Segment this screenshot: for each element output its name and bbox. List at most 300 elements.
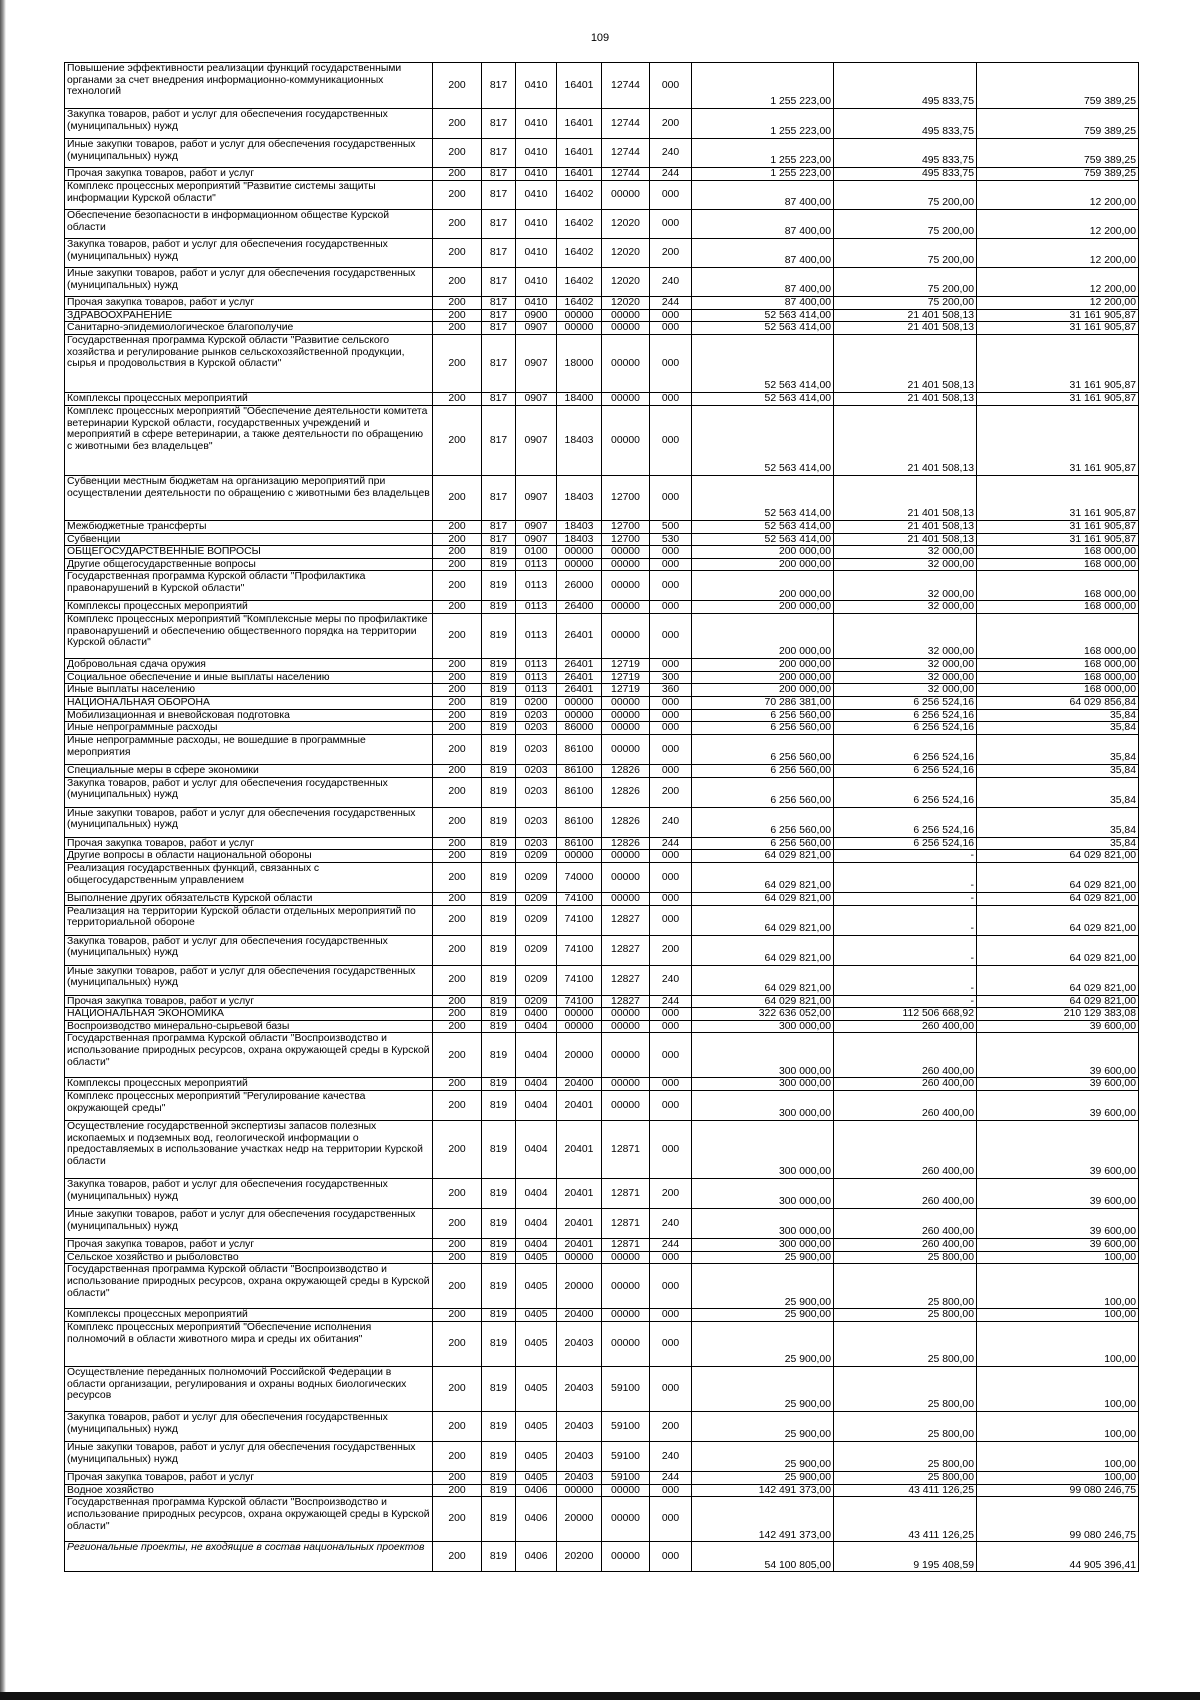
value-remaining: 64 029 821,00 xyxy=(977,995,1139,1008)
code-ministry: 817 xyxy=(482,109,516,139)
value-executed: 495 833,75 xyxy=(834,139,977,168)
code-expense-type: 000 xyxy=(650,1091,692,1121)
value-remaining: 39 600,00 xyxy=(977,1179,1139,1209)
value-executed: - xyxy=(834,850,977,863)
value-planned: 64 029 821,00 xyxy=(692,892,834,905)
code-admin: 200 xyxy=(433,239,482,268)
code-direction: 12020 xyxy=(602,239,650,268)
code-admin: 200 xyxy=(433,520,482,533)
code-direction: 12871 xyxy=(602,1179,650,1209)
code-expense-type: 244 xyxy=(650,995,692,1008)
value-executed: - xyxy=(834,995,977,1008)
code-direction: 00000 xyxy=(602,734,650,764)
row-description: Закупка товаров, работ и услуг для обеспечения государственных (муниципальных) нужд xyxy=(65,239,433,268)
row-description: Прочая закупка товаров, работ и услуг xyxy=(65,837,433,850)
table-row xyxy=(65,1412,1139,1442)
value-planned: 64 029 821,00 xyxy=(692,935,834,965)
code-expense-type: 000 xyxy=(650,546,692,559)
code-direction: 12871 xyxy=(602,1209,650,1239)
code-direction: 12826 xyxy=(602,764,650,777)
value-planned: 87 400,00 xyxy=(692,268,834,297)
code-admin: 200 xyxy=(433,109,482,139)
code-admin: 200 xyxy=(433,935,482,965)
code-section: 0404 xyxy=(516,1033,557,1078)
code-admin: 200 xyxy=(433,995,482,1008)
code-section: 0113 xyxy=(516,671,557,684)
value-planned: 87 400,00 xyxy=(692,239,834,268)
value-executed: 6 256 524,16 xyxy=(834,764,977,777)
code-program: 74000 xyxy=(557,862,602,892)
code-ministry: 819 xyxy=(482,764,516,777)
code-section: 0405 xyxy=(516,1442,557,1472)
value-planned: 142 491 373,00 xyxy=(692,1484,834,1497)
code-admin: 200 xyxy=(433,1078,482,1091)
code-program: 18403 xyxy=(557,405,602,475)
code-section: 0410 xyxy=(516,109,557,139)
value-executed: 21 401 508,13 xyxy=(834,533,977,546)
code-program: 00000 xyxy=(557,322,602,335)
code-expense-type: 360 xyxy=(650,684,692,697)
value-remaining: 168 000,00 xyxy=(977,571,1139,601)
code-admin: 200 xyxy=(433,546,482,559)
code-section: 0209 xyxy=(516,850,557,863)
code-program: 20401 xyxy=(557,1121,602,1179)
value-executed: 260 400,00 xyxy=(834,1020,977,1033)
row-description: Межбюджетные трансферты xyxy=(65,520,433,533)
code-ministry: 819 xyxy=(482,558,516,571)
code-program: 86100 xyxy=(557,777,602,807)
code-admin: 200 xyxy=(433,1472,482,1485)
code-admin: 200 xyxy=(433,475,482,520)
value-executed: 43 411 126,25 xyxy=(834,1497,977,1542)
code-admin: 200 xyxy=(433,1264,482,1309)
code-ministry: 819 xyxy=(482,1472,516,1485)
code-ministry: 819 xyxy=(482,1322,516,1367)
value-planned: 300 000,00 xyxy=(692,1239,834,1252)
scan-edge-left xyxy=(0,0,6,1700)
value-remaining: 39 600,00 xyxy=(977,1121,1139,1179)
row-description: Региональные проекты, не входящие в состав национальных проектов xyxy=(65,1542,433,1572)
code-expense-type: 244 xyxy=(650,1239,692,1252)
code-admin: 200 xyxy=(433,892,482,905)
value-remaining: 35,84 xyxy=(977,807,1139,837)
code-section: 0203 xyxy=(516,734,557,764)
code-expense-type: 200 xyxy=(650,239,692,268)
code-ministry: 819 xyxy=(482,837,516,850)
table-row xyxy=(65,614,1139,659)
value-planned: 64 029 821,00 xyxy=(692,965,834,995)
row-description: Иные закупки товаров, работ и услуг для обеспечения государственных (муниципальных) нужд xyxy=(65,139,433,168)
code-expense-type: 240 xyxy=(650,139,692,168)
value-remaining: 64 029 821,00 xyxy=(977,965,1139,995)
code-program: 74100 xyxy=(557,965,602,995)
value-planned: 87 400,00 xyxy=(692,181,834,210)
code-direction: 12826 xyxy=(602,807,650,837)
value-executed: 25 800,00 xyxy=(834,1412,977,1442)
table-row xyxy=(65,935,1139,965)
code-expense-type: 000 xyxy=(650,905,692,935)
code-program: 26401 xyxy=(557,614,602,659)
code-section: 0410 xyxy=(516,181,557,210)
code-admin: 200 xyxy=(433,965,482,995)
code-ministry: 819 xyxy=(482,777,516,807)
value-executed: 32 000,00 xyxy=(834,601,977,614)
table-row xyxy=(65,168,1139,181)
code-ministry: 819 xyxy=(482,892,516,905)
row-description: Повышение эффективности реализации функций государственными органами за счет внедрения информационно-коммуникационных технологий xyxy=(65,63,433,109)
value-planned: 87 400,00 xyxy=(692,210,834,239)
value-remaining: 35,84 xyxy=(977,764,1139,777)
value-remaining: 168 000,00 xyxy=(977,601,1139,614)
value-planned: 52 563 414,00 xyxy=(692,520,834,533)
table-row xyxy=(65,268,1139,297)
code-direction: 12826 xyxy=(602,777,650,807)
code-ministry: 819 xyxy=(482,1442,516,1472)
table-row xyxy=(65,892,1139,905)
code-direction: 00000 xyxy=(602,614,650,659)
value-planned: 200 000,00 xyxy=(692,671,834,684)
value-planned: 52 563 414,00 xyxy=(692,533,834,546)
row-description: Государственная программа Курской области "Воспроизводство и использование природных ресурсов, охрана окружающей среды в Курской области" xyxy=(65,1264,433,1309)
code-expense-type: 000 xyxy=(650,1121,692,1179)
code-admin: 200 xyxy=(433,1239,482,1252)
code-section: 0404 xyxy=(516,1091,557,1121)
value-executed: 25 800,00 xyxy=(834,1322,977,1367)
value-planned: 25 900,00 xyxy=(692,1472,834,1485)
code-program: 00000 xyxy=(557,309,602,322)
code-expense-type: 200 xyxy=(650,109,692,139)
code-admin: 200 xyxy=(433,309,482,322)
code-direction: 00000 xyxy=(602,862,650,892)
code-direction: 00000 xyxy=(602,697,650,710)
table-row xyxy=(65,659,1139,672)
value-executed: 43 411 126,25 xyxy=(834,1484,977,1497)
value-executed: 75 200,00 xyxy=(834,210,977,239)
code-ministry: 819 xyxy=(482,965,516,995)
code-program: 00000 xyxy=(557,558,602,571)
code-program: 20403 xyxy=(557,1412,602,1442)
value-executed: 495 833,75 xyxy=(834,168,977,181)
value-remaining: 64 029 821,00 xyxy=(977,892,1139,905)
value-planned: 6 256 560,00 xyxy=(692,807,834,837)
table-row xyxy=(65,1033,1139,1078)
code-ministry: 819 xyxy=(482,1484,516,1497)
code-ministry: 819 xyxy=(482,1412,516,1442)
value-executed: 6 256 524,16 xyxy=(834,837,977,850)
value-planned: 1 255 223,00 xyxy=(692,139,834,168)
code-section: 0209 xyxy=(516,905,557,935)
value-planned: 300 000,00 xyxy=(692,1078,834,1091)
code-section: 0900 xyxy=(516,309,557,322)
code-program: 16402 xyxy=(557,210,602,239)
table-row xyxy=(65,850,1139,863)
code-direction: 12719 xyxy=(602,659,650,672)
row-description: НАЦИОНАЛЬНАЯ ОБОРОНА xyxy=(65,697,433,710)
code-section: 0405 xyxy=(516,1264,557,1309)
code-ministry: 819 xyxy=(482,807,516,837)
value-planned: 52 563 414,00 xyxy=(692,405,834,475)
value-executed: 21 401 508,13 xyxy=(834,405,977,475)
value-planned: 25 900,00 xyxy=(692,1367,834,1412)
code-expense-type: 240 xyxy=(650,965,692,995)
code-program: 00000 xyxy=(557,546,602,559)
table-row xyxy=(65,1091,1139,1121)
code-section: 0410 xyxy=(516,63,557,109)
code-section: 0405 xyxy=(516,1322,557,1367)
code-section: 0410 xyxy=(516,297,557,310)
value-planned: 25 900,00 xyxy=(692,1251,834,1264)
code-direction: 00000 xyxy=(602,334,650,392)
code-admin: 200 xyxy=(433,139,482,168)
code-admin: 200 xyxy=(433,558,482,571)
code-section: 0113 xyxy=(516,684,557,697)
code-expense-type: 000 xyxy=(650,614,692,659)
code-program: 86100 xyxy=(557,764,602,777)
value-planned: 64 029 821,00 xyxy=(692,995,834,1008)
code-direction: 00000 xyxy=(602,1078,650,1091)
code-expense-type: 300 xyxy=(650,671,692,684)
table-row xyxy=(65,309,1139,322)
code-direction: 00000 xyxy=(602,558,650,571)
value-remaining: 31 161 905,87 xyxy=(977,520,1139,533)
value-remaining: 99 080 246,75 xyxy=(977,1484,1139,1497)
value-executed: 6 256 524,16 xyxy=(834,697,977,710)
value-executed: 21 401 508,13 xyxy=(834,334,977,392)
code-direction: 00000 xyxy=(602,1309,650,1322)
row-description: Государственная программа Курской области "Профилактика правонарушений в Курской области" xyxy=(65,571,433,601)
value-planned: 25 900,00 xyxy=(692,1442,834,1472)
table-row xyxy=(65,1367,1139,1412)
table-row xyxy=(65,734,1139,764)
code-ministry: 817 xyxy=(482,322,516,335)
row-description: Государственная программа Курской области "Развитие сельского хозяйства и регулирование рынков сельскохозяйственной продукции, сырья и продовольствия в Курской области" xyxy=(65,334,433,392)
value-remaining: 12 200,00 xyxy=(977,268,1139,297)
table-row xyxy=(65,671,1139,684)
value-executed: 6 256 524,16 xyxy=(834,807,977,837)
row-description: Закупка товаров, работ и услуг для обеспечения государственных (муниципальных) нужд xyxy=(65,109,433,139)
code-section: 0113 xyxy=(516,614,557,659)
value-remaining: 35,84 xyxy=(977,734,1139,764)
code-section: 0907 xyxy=(516,322,557,335)
table-row xyxy=(65,239,1139,268)
row-description: Комплекс процессных мероприятий "Обеспечение деятельности комитета ветеринарии Курской области, государственных учреждений и мероприятий в сфере ветеринарии, а также деятельности по обращению с животными без владельцев" xyxy=(65,405,433,475)
code-direction: 00000 xyxy=(602,601,650,614)
value-executed: 25 800,00 xyxy=(834,1472,977,1485)
code-ministry: 819 xyxy=(482,671,516,684)
code-direction: 00000 xyxy=(602,1497,650,1542)
code-ministry: 817 xyxy=(482,268,516,297)
table-row xyxy=(65,601,1139,614)
table-row xyxy=(65,1020,1139,1033)
value-remaining: 100,00 xyxy=(977,1309,1139,1322)
code-section: 0406 xyxy=(516,1484,557,1497)
code-ministry: 817 xyxy=(482,520,516,533)
value-planned: 52 563 414,00 xyxy=(692,309,834,322)
code-ministry: 819 xyxy=(482,1542,516,1572)
code-admin: 200 xyxy=(433,1322,482,1367)
value-planned: 25 900,00 xyxy=(692,1309,834,1322)
code-direction: 00000 xyxy=(602,1542,650,1572)
value-planned: 6 256 560,00 xyxy=(692,734,834,764)
row-description: Комплексы процессных мероприятий xyxy=(65,1078,433,1091)
table-row xyxy=(65,807,1139,837)
table-row xyxy=(65,764,1139,777)
code-program: 00000 xyxy=(557,697,602,710)
code-admin: 200 xyxy=(433,862,482,892)
code-section: 0410 xyxy=(516,239,557,268)
row-description: Иные закупки товаров, работ и услуг для обеспечения государственных (муниципальных) нужд xyxy=(65,1209,433,1239)
value-remaining: 759 389,25 xyxy=(977,109,1139,139)
value-remaining: 100,00 xyxy=(977,1442,1139,1472)
value-remaining: 759 389,25 xyxy=(977,63,1139,109)
code-ministry: 819 xyxy=(482,1033,516,1078)
code-program: 16401 xyxy=(557,109,602,139)
code-expense-type: 000 xyxy=(650,1251,692,1264)
value-planned: 52 563 414,00 xyxy=(692,322,834,335)
code-ministry: 819 xyxy=(482,697,516,710)
code-direction: 12719 xyxy=(602,671,650,684)
value-remaining: 100,00 xyxy=(977,1251,1139,1264)
table-row xyxy=(65,1121,1139,1179)
code-section: 0404 xyxy=(516,1121,557,1179)
code-direction: 12827 xyxy=(602,965,650,995)
value-planned: 25 900,00 xyxy=(692,1322,834,1367)
value-executed: 25 800,00 xyxy=(834,1442,977,1472)
table-row xyxy=(65,1322,1139,1367)
row-description: Добровольная сдача оружия xyxy=(65,659,433,672)
row-description: Осуществление государственной экспертизы запасов полезных ископаемых и подземных вод, геологической информации о предоставляемых в использование участках недр на территории Курской области xyxy=(65,1121,433,1179)
code-admin: 200 xyxy=(433,837,482,850)
code-program: 00000 xyxy=(557,1020,602,1033)
value-executed: 75 200,00 xyxy=(834,181,977,210)
value-planned: 300 000,00 xyxy=(692,1020,834,1033)
code-admin: 200 xyxy=(433,168,482,181)
code-expense-type: 000 xyxy=(650,558,692,571)
table-row xyxy=(65,139,1139,168)
code-admin: 200 xyxy=(433,210,482,239)
value-remaining: 100,00 xyxy=(977,1264,1139,1309)
code-section: 0907 xyxy=(516,475,557,520)
code-expense-type: 240 xyxy=(650,1209,692,1239)
code-admin: 200 xyxy=(433,1442,482,1472)
code-program: 20000 xyxy=(557,1497,602,1542)
table-row xyxy=(65,1472,1139,1485)
value-remaining: 31 161 905,87 xyxy=(977,334,1139,392)
code-expense-type: 000 xyxy=(650,309,692,322)
code-direction: 00000 xyxy=(602,1033,650,1078)
code-direction: 12700 xyxy=(602,475,650,520)
code-expense-type: 500 xyxy=(650,520,692,533)
code-admin: 200 xyxy=(433,1179,482,1209)
row-description: Субвенции местным бюджетам на организацию мероприятий при осуществлении деятельности по обращению с животными без владельцев xyxy=(65,475,433,520)
code-ministry: 817 xyxy=(482,297,516,310)
code-ministry: 819 xyxy=(482,601,516,614)
code-program: 20401 xyxy=(557,1209,602,1239)
code-admin: 200 xyxy=(433,697,482,710)
code-expense-type: 530 xyxy=(650,533,692,546)
code-ministry: 817 xyxy=(482,334,516,392)
code-direction: 12020 xyxy=(602,210,650,239)
row-description: Сельское хозяйство и рыболовство xyxy=(65,1251,433,1264)
code-direction: 00000 xyxy=(602,709,650,722)
value-remaining: 100,00 xyxy=(977,1367,1139,1412)
table-row xyxy=(65,546,1139,559)
code-admin: 200 xyxy=(433,322,482,335)
code-expense-type: 000 xyxy=(650,1309,692,1322)
code-section: 0203 xyxy=(516,777,557,807)
code-ministry: 817 xyxy=(482,533,516,546)
table-row xyxy=(65,63,1139,109)
code-admin: 200 xyxy=(433,571,482,601)
value-remaining: 12 200,00 xyxy=(977,181,1139,210)
code-expense-type: 000 xyxy=(650,571,692,601)
code-program: 26400 xyxy=(557,601,602,614)
value-remaining: 31 161 905,87 xyxy=(977,405,1139,475)
code-section: 0404 xyxy=(516,1020,557,1033)
code-direction: 12827 xyxy=(602,905,650,935)
code-direction: 00000 xyxy=(602,322,650,335)
code-program: 20000 xyxy=(557,1033,602,1078)
code-direction: 12744 xyxy=(602,63,650,109)
value-planned: 25 900,00 xyxy=(692,1412,834,1442)
code-expense-type: 200 xyxy=(650,777,692,807)
code-program: 20401 xyxy=(557,1179,602,1209)
code-ministry: 819 xyxy=(482,905,516,935)
code-expense-type: 240 xyxy=(650,1442,692,1472)
value-executed: 260 400,00 xyxy=(834,1078,977,1091)
code-admin: 200 xyxy=(433,1209,482,1239)
value-remaining: 39 600,00 xyxy=(977,1239,1139,1252)
code-direction: 12744 xyxy=(602,139,650,168)
code-direction: 00000 xyxy=(602,850,650,863)
code-section: 0113 xyxy=(516,659,557,672)
code-ministry: 819 xyxy=(482,862,516,892)
code-section: 0113 xyxy=(516,571,557,601)
code-direction: 00000 xyxy=(602,1322,650,1367)
value-remaining: 100,00 xyxy=(977,1412,1139,1442)
value-executed: 21 401 508,13 xyxy=(834,520,977,533)
value-remaining: 168 000,00 xyxy=(977,614,1139,659)
row-description: Социальное обеспечение и иные выплаты населению xyxy=(65,671,433,684)
value-executed: 495 833,75 xyxy=(834,109,977,139)
value-planned: 6 256 560,00 xyxy=(692,837,834,850)
code-program: 00000 xyxy=(557,709,602,722)
code-program: 26401 xyxy=(557,659,602,672)
value-planned: 300 000,00 xyxy=(692,1091,834,1121)
code-expense-type: 000 xyxy=(650,764,692,777)
code-program: 16402 xyxy=(557,297,602,310)
code-ministry: 819 xyxy=(482,546,516,559)
code-direction: 12744 xyxy=(602,168,650,181)
code-admin: 200 xyxy=(433,1121,482,1179)
code-program: 20403 xyxy=(557,1322,602,1367)
code-direction: 00000 xyxy=(602,405,650,475)
value-executed: 9 195 408,59 xyxy=(834,1542,977,1572)
row-description: Реализация на территории Курской области отдельных мероприятий по территориальной обороне xyxy=(65,905,433,935)
value-remaining: 64 029 856,84 xyxy=(977,697,1139,710)
code-admin: 200 xyxy=(433,392,482,405)
code-direction: 12744 xyxy=(602,109,650,139)
code-ministry: 819 xyxy=(482,1497,516,1542)
value-planned: 6 256 560,00 xyxy=(692,709,834,722)
code-direction: 00000 xyxy=(602,892,650,905)
row-description: Комплексы процессных мероприятий xyxy=(65,601,433,614)
table-row xyxy=(65,181,1139,210)
table-row xyxy=(65,1309,1139,1322)
value-executed: - xyxy=(834,862,977,892)
value-executed: 32 000,00 xyxy=(834,684,977,697)
code-expense-type: 000 xyxy=(650,1542,692,1572)
